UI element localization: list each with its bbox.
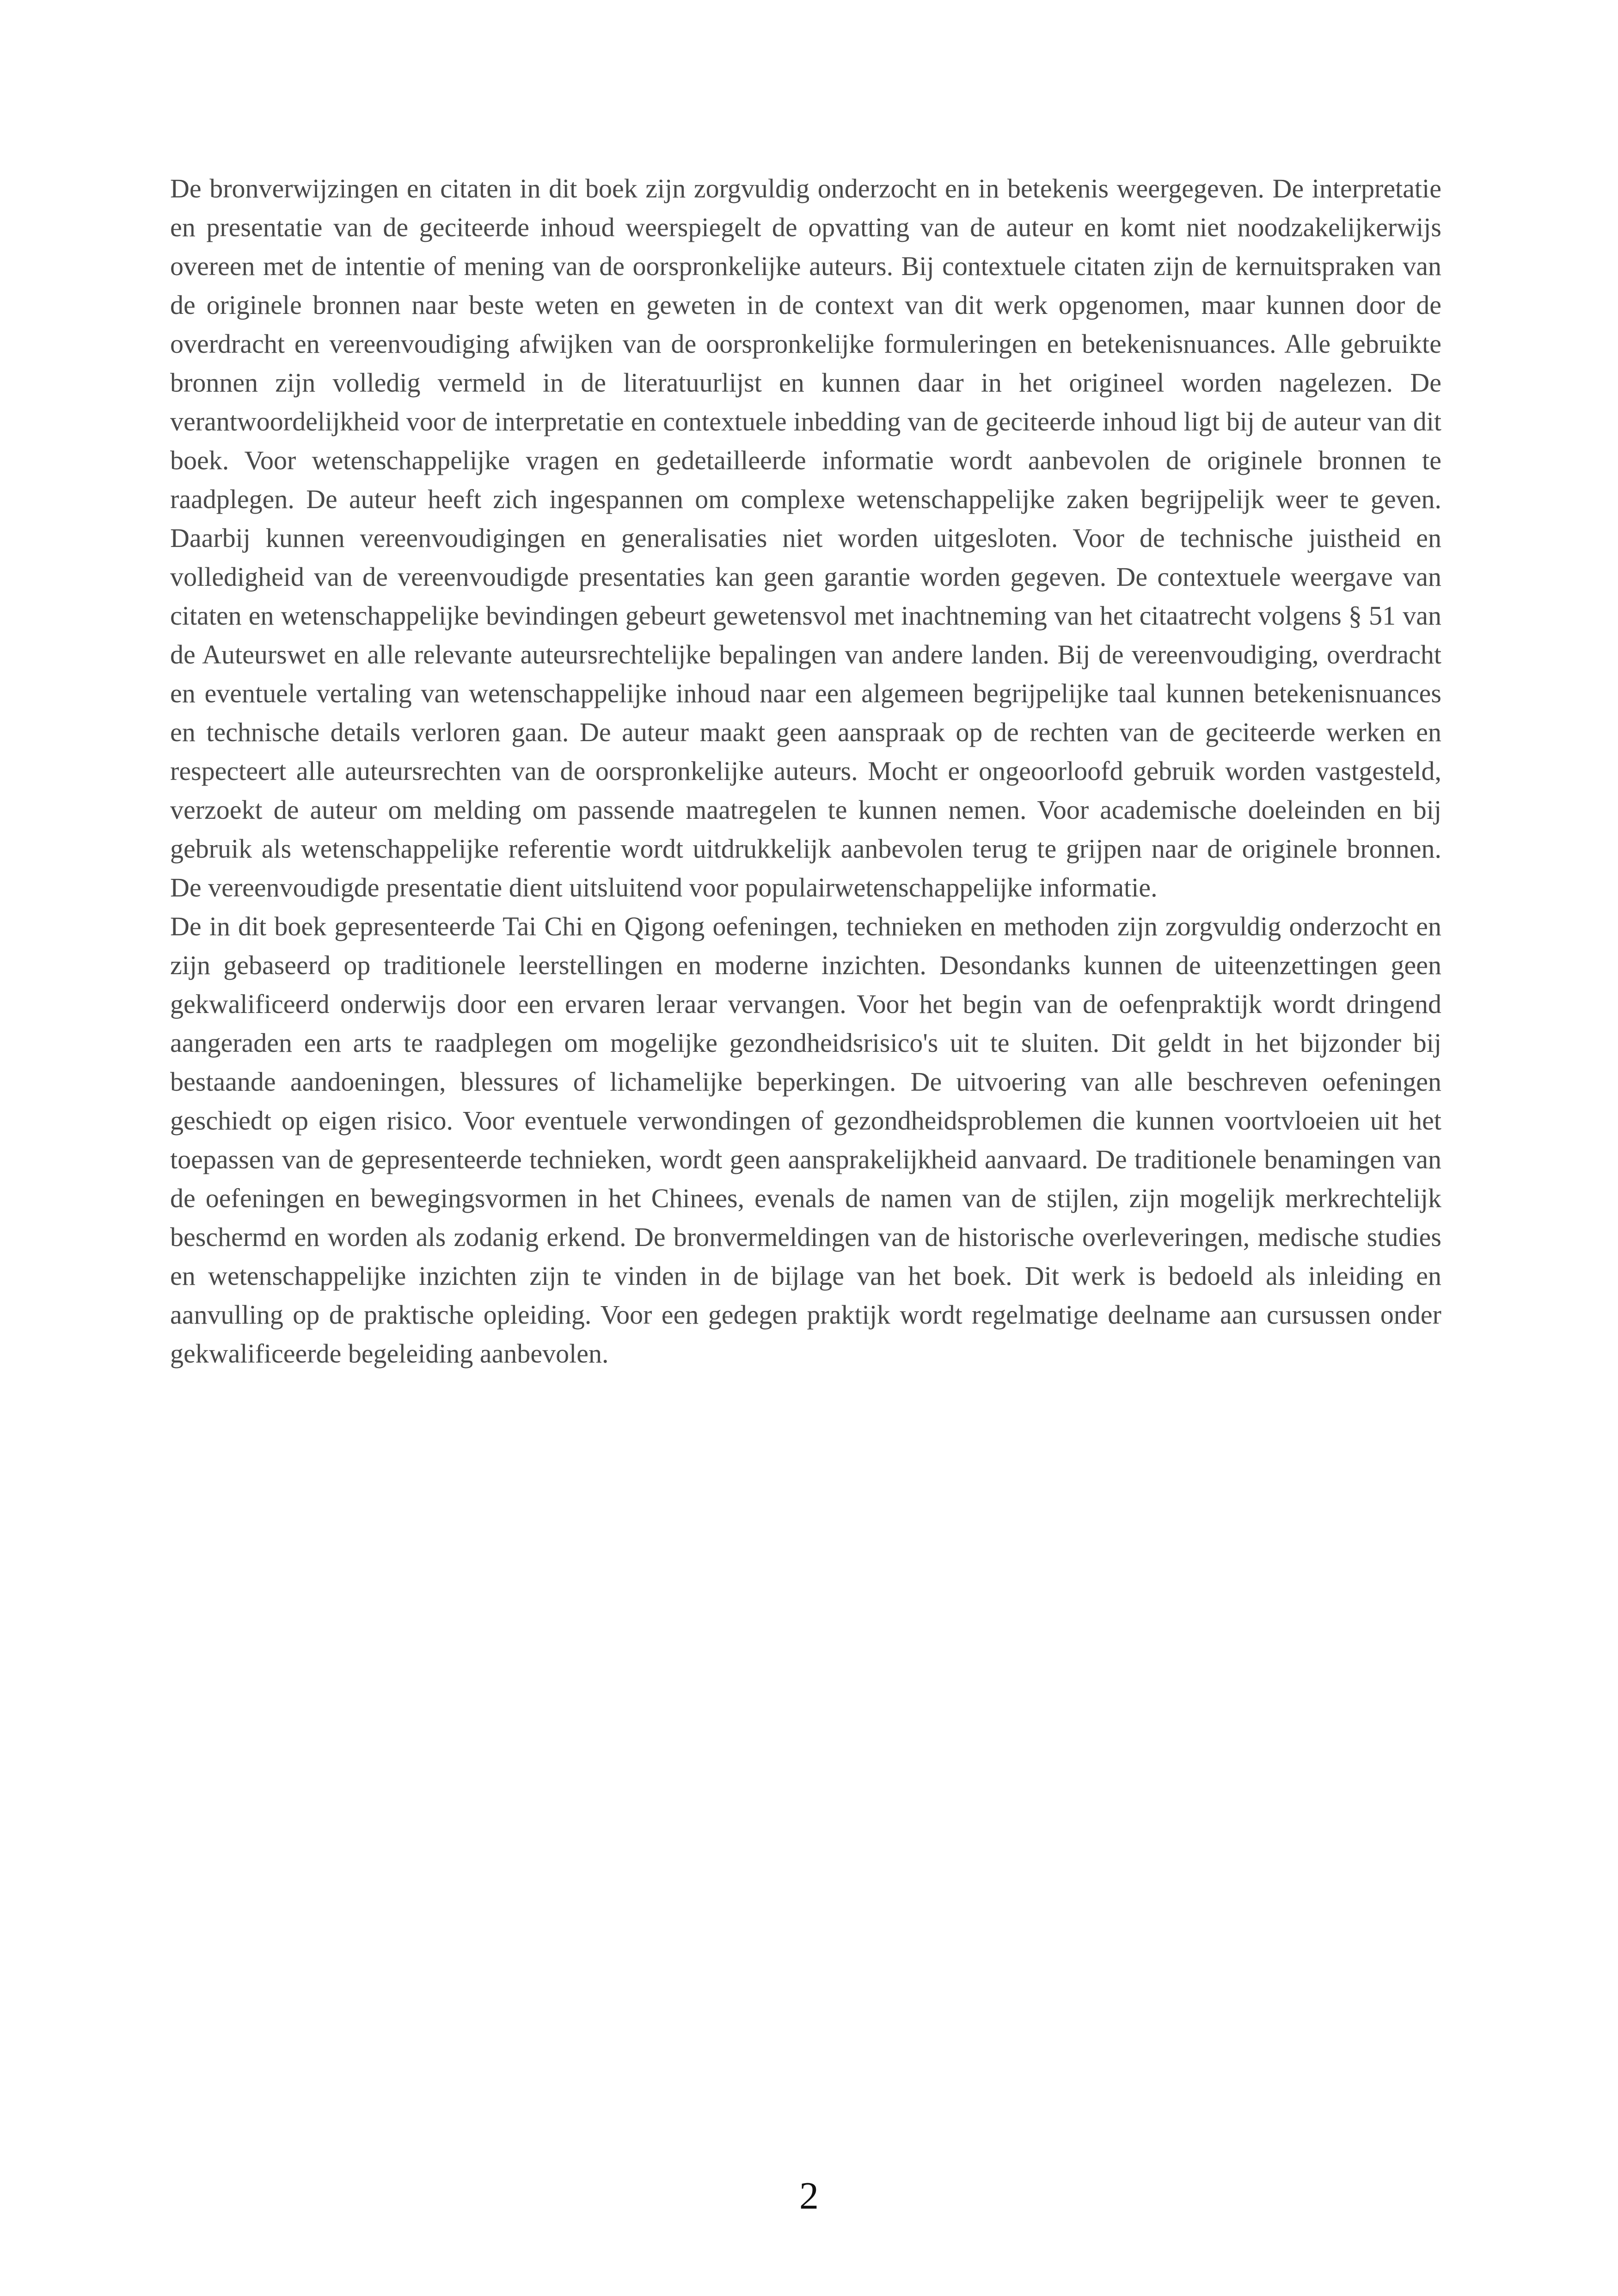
disclaimer-citations-paragraph: De bronverwijzingen en citaten in dit boek zijn zorgvuldig onderzocht en in betekenis weergegeven. De interpretatie en presentatie van de geciteerde inhoud weerspiegelt de opvatting van de auteur en komt niet noodzakelijkerwijs overeen met de intentie of mening van de oorspronkelijke auteurs. Bij contextuele citaten zijn de kernuitspraken van de originele bronnen naar beste weten en geweten in de context van dit werk opgenomen, maar kunnen door de overdracht en vereenvoudiging afwijken van de oorspronkelijke formuleringen en betekenisnuances. Alle gebruikte bronnen zijn volledig vermeld in de literatuurlijst en kunnen daar in het origineel worden nagelezen. De verantwoordelijkheid voor de interpretatie en contextuele inbedding van de geciteerde inhoud ligt bij de auteur van dit boek. Voor wetenschappelijke vragen en gedetailleerde informatie wordt aanbevolen de originele bronnen te raadplegen. De auteur heeft zich ingespannen om complexe wetenschappelijke zaken begrijpelijk weer te geven. Daarbij kunnen vereenvoudigingen en generalisaties niet worden uitgesloten. Voor de technische juistheid en volledigheid van de vereenvoudigde presentaties kan geen garantie worden gegeven. De contextuele weergave van citaten en wetenschappelijke bevindingen gebeurt gewetensvol met inachtneming van het citaatrecht volgens § 51 van de Auteurswet en alle relevante auteursrechtelijke bepalingen van andere landen. Bij de vereenvoudiging, overdracht en eventuele vertaling van wetenschappelijke inhoud naar een algemeen begrijpelijke taal kunnen betekenisnuances en technische details verloren gaan. De auteur maakt geen aanspraak op de rechten van de geciteerde werken en respecteert alle auteursrechten van de oorspronkelijke auteurs. Mocht er ongeoorloofd gebruik worden vastgesteld, verzoekt de auteur om melding om passende maatregelen te kunnen nemen. Voor academische doeleinden en bij gebruik als wetenschappelijke referentie wordt uitdrukkelijk aanbevolen terug te grijpen naar de originele bronnen. De vereenvoudigde presentatie dient uitsluitend voor populairwetenschappelijke informatie.: [170, 173, 1441, 902]
page-number: 2: [799, 2174, 819, 2217]
body-text: [170, 169, 1441, 1373]
disclaimer-practice-paragraph: De in dit boek gepresenteerde Tai Chi en Qigong oefeningen, technieken en methoden zijn zorgvuldig onderzocht en zijn gebaseerd op traditionele leerstellingen en moderne inzichten. Desondanks kunnen de uiteenzettingen geen gekwalificeerd onderwijs door een ervaren leraar vervangen. Voor het begin van de oefenpraktijk wordt dringend aangeraden een arts te raadplegen om mogelijke gezondheidsrisico's uit te sluiten. Dit geldt in het bijzonder bij bestaande aandoeningen, blessures of lichamelijke beperkingen. De uitvoering van alle beschreven oefeningen geschiedt op eigen risico. Voor eventuele verwondingen of gezondheidsproblemen die kunnen voortvloeien uit het toepassen van de gepresenteerde technieken, wordt geen aansprakelijkheid aanvaard. De traditionele benamingen van de oefeningen en bewegingsvormen in het Chinees, evenals de namen van de stijlen, zijn mogelijk merkrechtelijk beschermd en worden als zodanig erkend. De bronvermeldingen van de historische overleveringen, medische studies en wetenschappelijke inzichten zijn te vinden in de bijlage van het boek. Dit werk is bedoeld als inleiding en aanvulling op de praktische opleiding. Voor een gedegen praktijk wordt regelmatige deelname aan cursussen onder gekwalificeerde begeleiding aanbevolen.: [170, 911, 1441, 1369]
